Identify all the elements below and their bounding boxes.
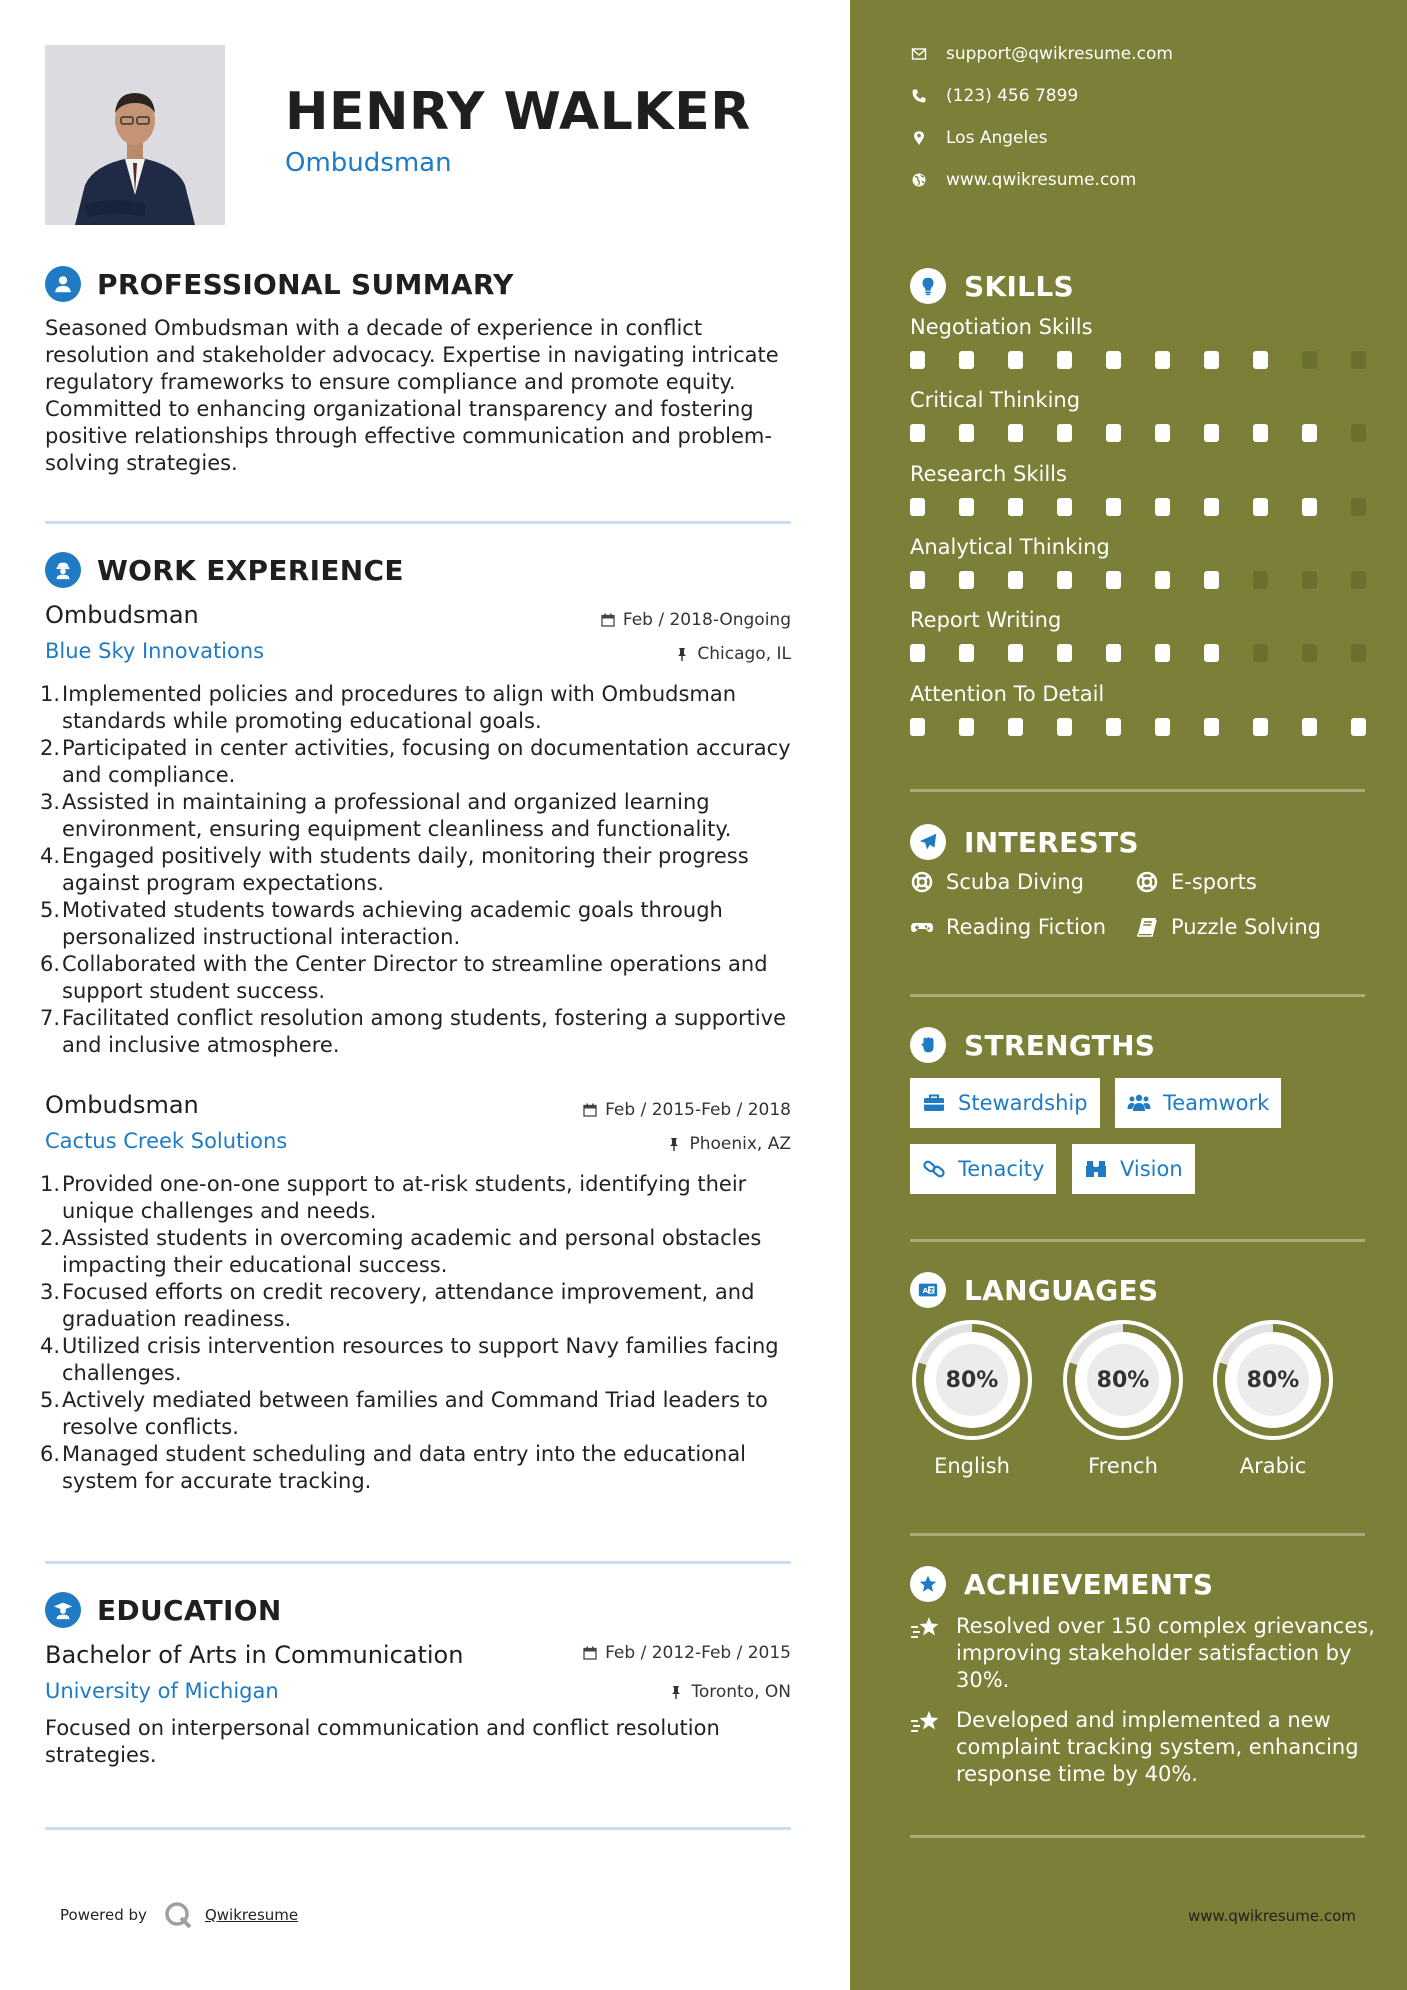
interests-heading <box>910 824 1139 860</box>
language-name: French <box>1088 1454 1158 1478</box>
profile-photo <box>45 45 225 225</box>
life-ring-icon <box>1135 870 1159 894</box>
language-percent: 80% <box>1246 1367 1300 1393</box>
skill-dot-filled <box>959 498 974 516</box>
education-location-text: Toronto, ON <box>691 1682 791 1702</box>
skill-rating <box>910 718 1370 736</box>
skill-dot-filled <box>1008 351 1023 369</box>
degree: Bachelor of Arts in Communication <box>45 1641 464 1669</box>
skill-dot-empty <box>1351 351 1366 369</box>
achievement-text: Developed and implemented a new complaint tracking system, enhancing response time by 40%. <box>956 1708 1359 1786</box>
bullet-text: Collaborated with the Center Director to streamline operations and support student success. <box>62 952 768 1003</box>
school-name: University of Michigan <box>45 1679 279 1703</box>
skill-dot-filled <box>1008 644 1023 662</box>
skill-dot-empty <box>1302 644 1317 662</box>
education-location <box>669 1682 791 1702</box>
skill-dot-filled <box>959 571 974 589</box>
divider <box>910 1835 1365 1838</box>
skill-rating <box>910 571 1370 589</box>
skill-dot-filled <box>1106 498 1121 516</box>
skill-dot-filled <box>910 498 925 516</box>
lightbulb-icon <box>910 268 946 304</box>
pin-icon <box>669 1685 683 1699</box>
job-title: Ombudsman <box>45 601 199 629</box>
list-item: 5. Motivated students towards achieving academic goals through personalized instructional interaction. <box>40 897 800 951</box>
job-location <box>667 1134 791 1154</box>
skill-item <box>910 462 1370 516</box>
pin-icon <box>675 647 689 661</box>
bullet-text: Motivated students towards achieving academic goals through personalized instructional interaction. <box>62 898 723 949</box>
list-item: 7. Facilitated conflict resolution among students, fostering a supportive and inclusive atmosphere. <box>40 1005 800 1059</box>
divider <box>910 1239 1365 1242</box>
education-heading-text: EDUCATION <box>97 1593 282 1627</box>
language-item <box>1211 1318 1335 1478</box>
skill-dot-filled <box>1302 424 1317 442</box>
job-dates <box>601 610 791 630</box>
pin-icon <box>667 1137 681 1151</box>
skill-dot-filled <box>1204 498 1219 516</box>
skill-dot-empty <box>1351 571 1366 589</box>
skills-heading-text: SKILLS <box>964 269 1074 303</box>
skill-dot-filled <box>1008 571 1023 589</box>
skill-dot-empty <box>1302 571 1317 589</box>
job-bullets <box>40 1171 800 1495</box>
users-icon <box>1127 1091 1151 1115</box>
list-item: 2. Assisted students in overcoming academic and personal obstacles impacting their educational success. <box>40 1225 800 1279</box>
interest-item <box>910 915 1106 939</box>
skill-dot-empty <box>1351 644 1366 662</box>
experience-heading-text: WORK EXPERIENCE <box>97 553 404 587</box>
skill-rating <box>910 498 1370 516</box>
job-dates-text: Feb / 2015-Feb / 2018 <box>605 1100 791 1120</box>
divider <box>910 994 1365 997</box>
skill-dot-filled <box>1253 498 1268 516</box>
phone-icon <box>910 87 928 105</box>
book-icon <box>1135 915 1159 939</box>
svg-text:A: A <box>922 1286 929 1296</box>
bullet-text: Provided one-on-one support to at-risk students, identifying their unique challenges and needs. <box>62 1172 747 1223</box>
experience-heading <box>45 552 404 588</box>
skill-dot-filled <box>1057 351 1072 369</box>
interest-label: Reading Fiction <box>946 915 1107 939</box>
skill-dot-filled <box>1204 424 1219 442</box>
languages-heading-text: LANGUAGES <box>964 1273 1159 1307</box>
life-ring-icon <box>910 870 934 894</box>
divider <box>45 521 791 524</box>
bullet-text: Engaged positively with students daily, monitoring their progress against program expectations. <box>62 844 749 895</box>
skill-dot-filled <box>1253 424 1268 442</box>
skill-dot-filled <box>1204 718 1219 736</box>
languages-heading <box>910 1272 1158 1308</box>
skill-dot-filled <box>1106 571 1121 589</box>
sidebar <box>850 0 1407 1990</box>
education-dates-text: Feb / 2012-Feb / 2015 <box>605 1643 791 1663</box>
paper-plane-icon <box>910 824 946 860</box>
skill-name: Critical Thinking <box>910 388 1081 412</box>
summary-heading-text: PROFESSIONAL SUMMARY <box>97 267 514 301</box>
gamepad-icon <box>910 915 934 939</box>
skill-item <box>910 608 1370 662</box>
language-name: English <box>934 1454 1010 1478</box>
skill-dot-filled <box>959 718 974 736</box>
contact-phone[interactable] <box>910 86 1078 106</box>
list-item: 1. Provided one-on-one support to at-risk students, identifying their unique challenges and needs. <box>40 1171 800 1225</box>
divider <box>45 1561 791 1564</box>
strength-label: Vision <box>1120 1157 1183 1181</box>
contact-location <box>910 128 1048 148</box>
map-marker-icon <box>910 129 928 147</box>
divider <box>910 1533 1365 1536</box>
strength-tag <box>910 1144 1056 1194</box>
skill-dot-filled <box>1204 571 1219 589</box>
graduate-icon <box>45 1592 81 1628</box>
list-item: 5. Actively mediated between families and Command Triad leaders to resolve conflicts. <box>40 1387 800 1441</box>
skill-dot-filled <box>1155 571 1170 589</box>
list-item: 1. Implemented policies and procedures to align with Ombudsman standards while promoting educational goals. <box>40 681 800 735</box>
skill-dot-filled <box>959 351 974 369</box>
language-icon <box>910 1272 946 1308</box>
job-title: Ombudsman <box>45 1091 199 1119</box>
powered-by-text: Powered by <box>60 1906 147 1924</box>
list-item: 2. Participated in center activities, focusing on documentation accuracy and compliance. <box>40 735 800 789</box>
skill-dot-empty <box>1351 424 1366 442</box>
skill-name: Report Writing <box>910 608 1062 632</box>
calendar-icon <box>583 1103 597 1117</box>
list-item: 3. Assisted in maintaining a professional and organized learning environment, ensuring equipment cleanliness and functionality. <box>40 789 800 843</box>
strength-tag <box>1072 1144 1195 1194</box>
strength-label: Stewardship <box>958 1091 1088 1115</box>
skill-dot-filled <box>1057 498 1072 516</box>
skill-dot-filled <box>910 644 925 662</box>
bullet-text: Managed student scheduling and data entry into the educational system for accurate tracking. <box>62 1442 747 1493</box>
footer-powered <box>60 1900 298 1930</box>
shooting-star-icon <box>910 1615 942 1643</box>
skill-dot-filled <box>1057 718 1072 736</box>
bullet-text: Assisted students in overcoming academic and personal obstacles impacting their educational success. <box>62 1226 762 1277</box>
education-heading <box>45 1592 282 1628</box>
link-icon <box>922 1157 946 1181</box>
worker-icon <box>45 552 81 588</box>
job-dates-text: Feb / 2018-Ongoing <box>622 610 791 630</box>
skill-dot-filled <box>910 571 925 589</box>
skill-dot-filled <box>1106 644 1121 662</box>
divider <box>910 789 1365 792</box>
divider <box>45 1827 791 1830</box>
job-location-text: Chicago, IL <box>697 644 791 664</box>
skill-dot-filled <box>910 424 925 442</box>
skill-dot-filled <box>1008 498 1023 516</box>
bullet-text: Assisted in maintaining a professional and organized learning environment, ensuring equipment cleanliness and functionality. <box>62 790 732 841</box>
binoculars-icon <box>1084 1157 1108 1181</box>
interest-item <box>1135 870 1257 894</box>
list-item: 6. Managed student scheduling and data entry into the educational system for accurate tracking. <box>40 1441 800 1495</box>
skill-dot-filled <box>959 644 974 662</box>
strength-label: Tenacity <box>958 1157 1045 1181</box>
contact-email[interactable] <box>910 44 1173 64</box>
skill-dot-filled <box>1008 718 1023 736</box>
skill-item <box>910 682 1370 736</box>
calendar-icon <box>601 613 615 627</box>
candidate-title: Ombudsman <box>285 148 452 178</box>
skill-dot-filled <box>1351 718 1366 736</box>
skill-dot-filled <box>1253 718 1268 736</box>
bullet-text: Actively mediated between families and Command Triad leaders to resolve conflicts. <box>62 1388 768 1439</box>
skill-name: Analytical Thinking <box>910 535 1110 559</box>
skill-name: Research Skills <box>910 462 1067 486</box>
qwikresume-link[interactable]: Qwikresume <box>204 1906 299 1924</box>
skill-dot-empty <box>1253 644 1268 662</box>
bullet-text: Utilized crisis intervention resources to support Navy families facing challenges. <box>62 1334 779 1385</box>
calendar-icon <box>583 1646 597 1660</box>
skill-dot-empty <box>1302 351 1317 369</box>
skill-dot-filled <box>1155 718 1170 736</box>
bullet-text: Facilitated conflict resolution among students, fostering a supportive and inclusive atmosphere. <box>62 1006 787 1057</box>
skill-dot-filled <box>1106 718 1121 736</box>
interest-label: Puzzle Solving <box>1171 915 1321 939</box>
achievements-heading-text: ACHIEVEMENTS <box>964 1567 1214 1601</box>
skill-name: Attention To Detail <box>910 682 1105 706</box>
skill-dot-filled <box>1302 498 1317 516</box>
summary-text: Seasoned Ombudsman with a decade of experience in conflict resolution and stakeholder advocacy. Expertise in navigating intricate regulatory frameworks to ensure compliance and promote equity. Committed to enhancing organizational transparency and fostering positive relationships through effective communication and problem-solving strategies. <box>45 316 779 475</box>
strength-label: Teamwork <box>1163 1091 1270 1115</box>
language-name: Arabic <box>1239 1454 1307 1478</box>
skill-dot-filled <box>1155 424 1170 442</box>
skills-heading <box>910 268 1074 304</box>
skill-item <box>910 315 1370 369</box>
interests-heading-text: INTERESTS <box>964 825 1139 859</box>
contact-phone-text: (123) 456 7899 <box>946 86 1079 106</box>
skill-rating <box>910 424 1370 442</box>
achievement-item <box>910 1613 1380 1694</box>
skill-dot-filled <box>1106 424 1121 442</box>
list-item: 6. Collaborated with the Center Director to streamline operations and support student success. <box>40 951 800 1005</box>
skill-dot-filled <box>1057 644 1072 662</box>
strength-tag <box>910 1078 1100 1128</box>
skill-rating <box>910 351 1370 369</box>
strength-tag <box>1115 1078 1281 1128</box>
education-dates <box>583 1643 791 1663</box>
skill-dot-filled <box>1057 424 1072 442</box>
education-text: Focused on interpersonal communication and conflict resolution strategies. <box>45 1716 720 1767</box>
user-icon <box>45 266 81 302</box>
achievement-text: Resolved over 150 complex grievances, improving stakeholder satisfaction by 30%. <box>956 1614 1375 1692</box>
contact-website-text: www.qwikresume.com <box>946 170 1137 190</box>
job-dates <box>583 1100 791 1120</box>
bullet-text: Participated in center activities, focusing on documentation accuracy and compliance. <box>62 736 791 787</box>
skill-dot-filled <box>1204 351 1219 369</box>
star-badge-icon <box>910 1566 946 1602</box>
skill-dot-filled <box>1155 351 1170 369</box>
skill-dot-empty <box>1351 498 1366 516</box>
contact-email-text: support@qwikresume.com <box>946 44 1173 64</box>
interest-label: E-sports <box>1171 870 1257 894</box>
globe-icon <box>910 171 928 189</box>
interest-label: Scuba Diving <box>946 870 1084 894</box>
skill-item <box>910 388 1370 442</box>
skill-dot-filled <box>1106 351 1121 369</box>
list-item: 4. Utilized crisis intervention resources to support Navy families facing challenges. <box>40 1333 800 1387</box>
achievements-heading <box>910 1566 1213 1602</box>
list-item: 3. Focused efforts on credit recovery, attendance improvement, and graduation readiness. <box>40 1279 800 1333</box>
skill-dot-filled <box>1057 571 1072 589</box>
interest-item <box>910 870 1084 894</box>
language-percent: 80% <box>945 1367 999 1393</box>
skill-rating <box>910 644 1370 662</box>
strengths-heading <box>910 1027 1155 1063</box>
language-item <box>1061 1318 1185 1478</box>
language-item <box>910 1318 1034 1478</box>
briefcase-icon <box>922 1091 946 1115</box>
achievement-item <box>910 1707 1380 1788</box>
skill-dot-filled <box>959 424 974 442</box>
skill-dot-filled <box>1253 351 1268 369</box>
contact-website[interactable] <box>910 170 1136 190</box>
skill-dot-empty <box>1253 571 1268 589</box>
skill-dot-filled <box>910 351 925 369</box>
skill-dot-filled <box>910 718 925 736</box>
skill-item <box>910 535 1370 589</box>
footer-website[interactable]: www.qwikresume.com <box>1188 1907 1356 1925</box>
job-location <box>675 644 791 664</box>
interest-item <box>1135 915 1321 939</box>
candidate-name: HENRY WALKER <box>285 82 751 142</box>
envelope-icon <box>910 45 928 63</box>
language-percent: 80% <box>1096 1367 1150 1393</box>
summary-heading <box>45 266 514 302</box>
contact-location-text: Los Angeles <box>946 128 1048 148</box>
fist-icon <box>910 1027 946 1063</box>
qwikresume-logo-icon <box>163 1900 193 1930</box>
job-location-text: Phoenix, AZ <box>689 1134 791 1154</box>
skill-dot-filled <box>1155 644 1170 662</box>
skill-dot-filled <box>1155 498 1170 516</box>
skill-dot-filled <box>1302 718 1317 736</box>
list-item: 4. Engaged positively with students daily, monitoring their progress against program expectations. <box>40 843 800 897</box>
company-name: Blue Sky Innovations <box>45 639 265 663</box>
job-bullets <box>40 681 800 1059</box>
company-name: Cactus Creek Solutions <box>45 1129 288 1153</box>
bullet-text: Focused efforts on credit recovery, attendance improvement, and graduation readiness. <box>62 1280 755 1331</box>
svg-text:Z: Z <box>929 1286 935 1295</box>
skill-dot-filled <box>1008 424 1023 442</box>
shooting-star-icon <box>910 1709 942 1737</box>
skill-dot-filled <box>1204 644 1219 662</box>
strengths-heading-text: STRENGTHS <box>964 1028 1156 1062</box>
bullet-text: Implemented policies and procedures to align with Ombudsman standards while promoting educational goals. <box>62 682 737 733</box>
skill-name: Negotiation Skills <box>910 315 1093 339</box>
